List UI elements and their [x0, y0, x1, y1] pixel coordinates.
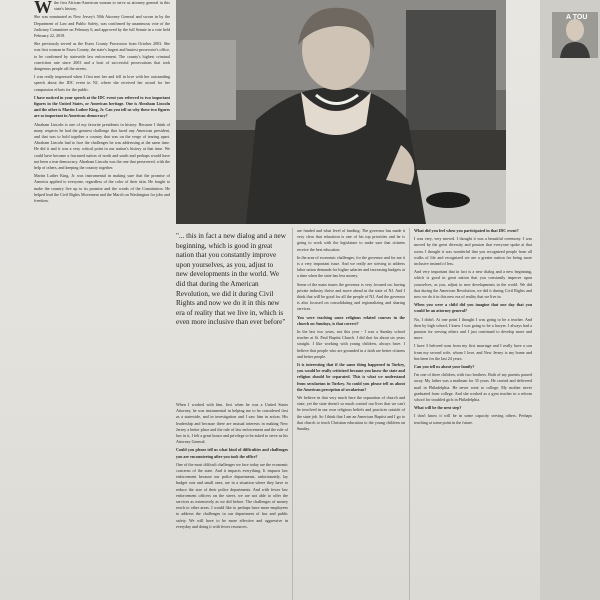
inset-tag: A TOU — [566, 14, 588, 21]
interview-question: What will be the next step? — [414, 405, 462, 411]
interview-question: What did you feel when you participated in that IDC event? — [414, 228, 519, 233]
photo-illustration — [176, 0, 506, 224]
paragraph: No, I didn't. At one point I thought I was going to be a teacher. And then by high school, I knew I was going to be a lawyer. I always had a passion for serving others and I just continued to develop more and more. — [414, 316, 532, 341]
page-edge — [540, 0, 600, 600]
paragraph: One of the most difficult challenges we face today are the economic concerns of the state. And it impacts everything. It impacts law enforcement because our police departments, unfortunately, lay budget cuts and small ones, are in a situation where they have to reduce the size of their police departments. And with fewer law enforcement officers on the street, we are not able to offer the services as extensively as we did before. The challenges of money reach to other areas. I would like to perhaps have more employees to address the challenges in our department of law and public safety. We will have to be more effective and aggressive in everyday and doing it with fewer resources. — [176, 461, 288, 529]
paragraph: When I worked with him, first when he was a United States Attorney, he was instrumental in helping me to be considered first as a statewide, and in investigation and I saw him in action. His leadership and because there are mutual interests in making New Jersey a better place and the rule of law enforcement and the rule of law in it, I felt a great honor and privilege to be asked to serve as his Attorney General. — [176, 402, 288, 445]
paragraph: In the area of economic challenges, for the governor and for me it is a very important issue. And we really are striving to address labor union demands for higher salaries and increasing budgets at a time when the state has less money. — [297, 254, 405, 279]
paragraph: Some of the main issues the governor is very focused on: having private industry thrive and move ahead in the state of NJ. And I think that will be good for all the people of NJ. And the governor is also focused on consolidating and regionalizing and sharing services. — [297, 281, 405, 312]
interview-question: It is interesting that if the same thing happened in Turkey, you would be really criticized because you know the state and religion should be separated. This is what we understand from secularism in Turkey. So could you please tell us about the American perception of secularism? — [297, 362, 405, 392]
paragraph: She was nominated as New Jersey's 58th Attorney General and sworn in by the Department of Law and Public Safety, was confirmed by unanimous vote of the Judiciary Committee on February 6, and approved by the full Senate in a vote held February 22, 2018. — [34, 14, 170, 39]
paragraph: And very important that in fact is a new dialog and a new beginning, which is good in great nation that you constantly improve upon yourselves, as you, adjust to new developments in the world. We did that during the American Revolution, we did it during Civil Rights and now we do it in this new era of reality that we live in. — [414, 269, 532, 300]
drop-cap: W — [34, 0, 52, 17]
paragraph: Martin Luther King, Jr. was instrumental in making sure that the promise of America applied to everyone, regardless of the color of their skin. He fought to make the country live up to its promise and the words of the Constitution. He helped lead the Civil Rights Movement and the March on Washington for jobs and freedom. — [34, 173, 170, 204]
paragraph: I was really impressed when I first met her and fell in love with her outstanding speech about the IDC event in NJ, where she received her award for her compassion efforts for the public. — [34, 74, 170, 92]
article-column-3 — [176, 402, 288, 600]
column-divider — [409, 228, 410, 600]
interview-question: Could you please tell us what kind of difficulties and challenges you are encountering after you took the office? — [176, 447, 288, 459]
paragraph: I'm one of three children, with two brothers. Both of my parents passed away. My father was a mailman for 35 years. He carried and delivered mail in Philadelphia. He never went to college. My mother never graduated from college. And she worked as a gym teacher in a reform school for troubled girls in Philadelphia. — [414, 372, 532, 403]
paragraph: Wthe first African-American woman to serve as attorney general in this state's history. — [34, 0, 170, 17]
interview-question: Can you tell us about your family? — [414, 364, 475, 370]
paragraph: are funded and what level of funding. The governor has made it very clear that education is one of his top priorities and he is going to work with the legislature to make sure that citizens receive the best education. — [297, 228, 405, 252]
article-column-5 — [414, 228, 532, 600]
paragraph: I was very, very moved. I thought it was a beautiful ceremony. I was moved by the great diversity and passion that everyone spoke at that room. I thought it was wonderful that you recognized people from all walks of life and recognized we are a greater nation for being more inclusive instead of less. — [414, 236, 532, 267]
portrait-photo — [176, 0, 506, 224]
interview-question: You were teaching some religious related courses in the church on Sundays, is that correct? — [297, 314, 405, 326]
interview-question: I have noticed in your speech at the IDC event you referred to two important figures in the United States, or American heritage. One is Abraham Lincoln and the other is Martin Luther King, Jr. Can you tell us why these two figures are so important in American democracy? — [34, 94, 170, 119]
interview-question: When you were a child did you imagine that one day that you would be an attorney general? — [414, 302, 532, 314]
paragraph: Abraham Lincoln is one of my favorite presidents in history. Because I think of many respects he had the greatest challenge that faced any American president, and that was to hold together a country that was on the verge of tearing apart. Abraham Lincoln had to face the challenges he was addressing at the same time. He did it and it was a very critical point in our nation's history at that time. We could have become a fractured nation of north and south and perhaps would have not been a true democracy. Abraham Lincoln was the one that persevered, with the help of others, and keeping the country together. — [34, 121, 170, 171]
article-column-4 — [297, 228, 405, 600]
article-column-1 — [34, 0, 170, 600]
paragraph: In the last two years, not this year - I was a Sunday school teacher at St. Paul Baptist Church. I did that for about six years straight. I like working with young children, always have. I believe that people who are grounded in a faith are better citizens and better people. — [297, 329, 405, 359]
paragraph: I have 3 beloved sons from my first marriage and I really have a son from my second wife, whom I love, and New Jersey is my home and has been for the last 24 years. — [414, 343, 532, 361]
paragraph: She previously served as the Essex County Prosecutor from October 2003. She was first woman in Essex County, the state's largest and busiest prosecutor's office, to be confirmed by statewide law enforcement. The county's highest criminal conviction rate since 2003 and a host of successful prosecutions that took dangerous people off the streets. — [34, 41, 170, 72]
pull-quote: "... this in fact a new dialog and a new beginning, which is good in great nation that you constantly improve upon yourselves, as you, adjust to new developments in the world. We did that during the American Revolution, we did it during Civil Rights and now we do it in this new era of reality that we live in, which is even more inclusive than ever before" — [176, 232, 286, 327]
column-divider — [292, 228, 293, 600]
paragraph: We believe in that very much here the separation of church and state, yet the state doesn't so much control our lives that we can't be involved in our own religious beliefs and practices outside of the state job. So I think that I am an American Baptist and I go to that church to teach Christian education to the young children on Sunday. — [297, 395, 405, 432]
paragraph: I don't know it will be in some capacity serving others. Perhaps teaching at some point in the future. — [414, 413, 532, 425]
